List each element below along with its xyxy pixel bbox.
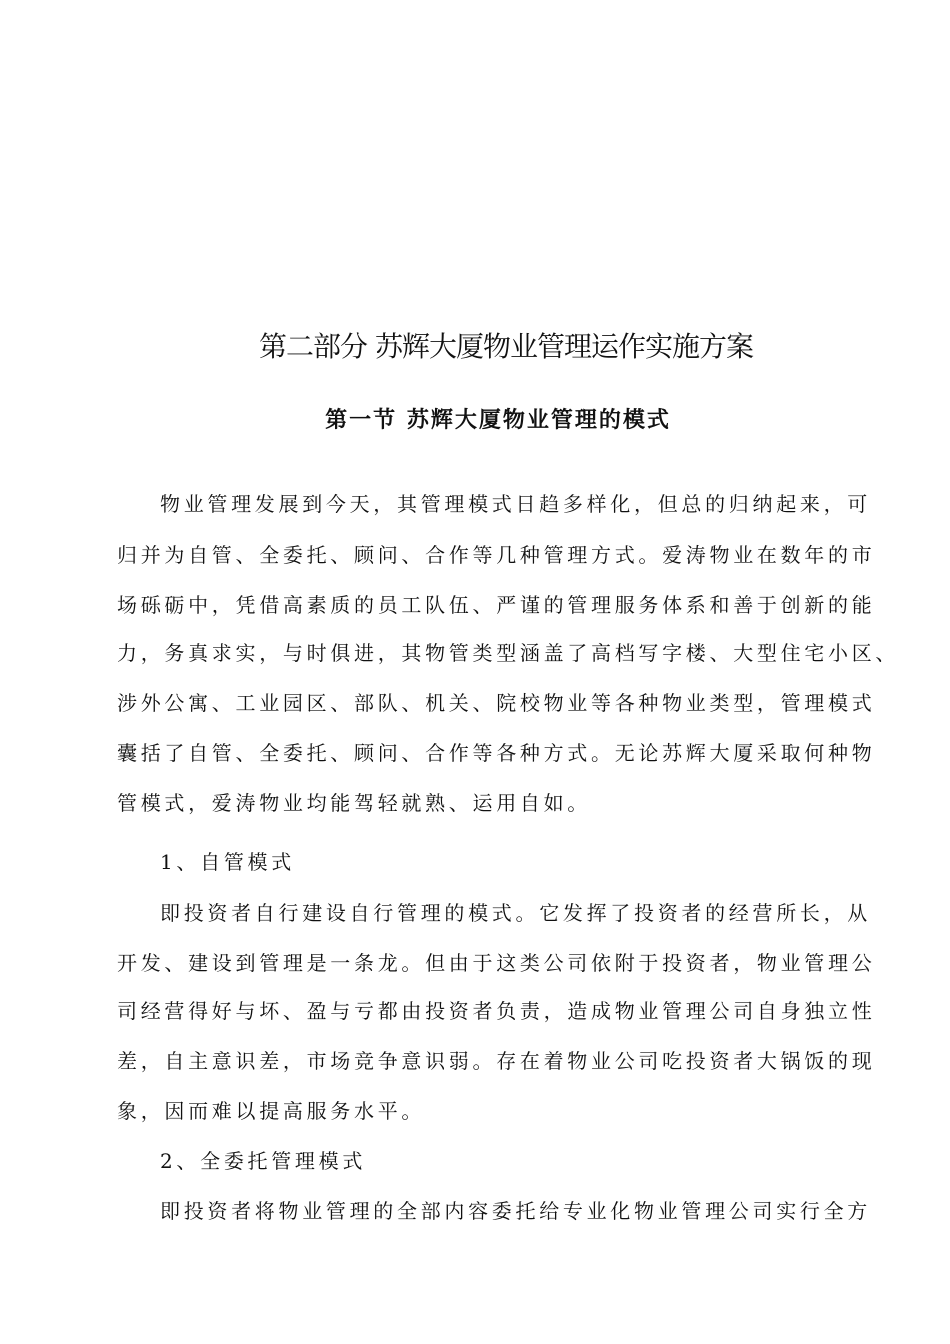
paragraph-line: 差，自主意识差，市场竞争意识弱。存在着物业公司吃投资者大锅饭的现 (117, 1049, 876, 1073)
paragraph-line: 司经营得好与坏、盈与亏都由投资者负责，造成物业管理公司自身独立性 (117, 999, 876, 1023)
paragraph-line: 囊括了自管、全委托、顾问、合作等各种方式。无论苏辉大厦采取何种物 (117, 741, 876, 765)
paragraph-line: 象，因而难以提高服务水平。 (117, 1099, 426, 1123)
part-title: 第二部分 苏辉大厦物业管理运作实施方案 (259, 330, 753, 363)
paragraph-line: 力，务真求实，与时俱进，其物管类型涵盖了高档写字楼、大型住宅小区、 (117, 641, 900, 665)
paragraph-line: 涉外公寓、工业园区、部队、机关、院校物业等各种物业类型，管理模式 (117, 691, 876, 715)
paragraph-line: 即投资者自行建设自行管理的模式。它发挥了投资者的经营所长，从 (160, 901, 871, 925)
paragraph-line: 场砾砺中，凭借高素质的员工队伍、严谨的管理服务体系和善于创新的能 (117, 593, 876, 617)
paragraph-line: 开发、建设到管理是一条龙。但由于这类公司依附于投资者，物业管理公 (117, 951, 876, 975)
subheading-full-entrustment: 2、全委托管理模式 (160, 1149, 367, 1173)
paragraph-line: 管模式，爱涛物业均能驾轻就熟、运用自如。 (117, 791, 591, 815)
section-title: 第一节 苏辉大厦物业管理的模式 (325, 407, 671, 433)
subheading-self-management: 1、自管模式 (160, 850, 295, 874)
paragraph-line: 归并为自管、全委托、顾问、合作等几种管理方式。爱涛物业在数年的市 (117, 543, 876, 567)
paragraph-line: 即投资者将物业管理的全部内容委托给专业化物业管理公司实行全方 (160, 1199, 871, 1223)
paragraph-line: 物业管理发展到今天，其管理模式日趋多样化，但总的归纳起来，可 (160, 492, 871, 516)
